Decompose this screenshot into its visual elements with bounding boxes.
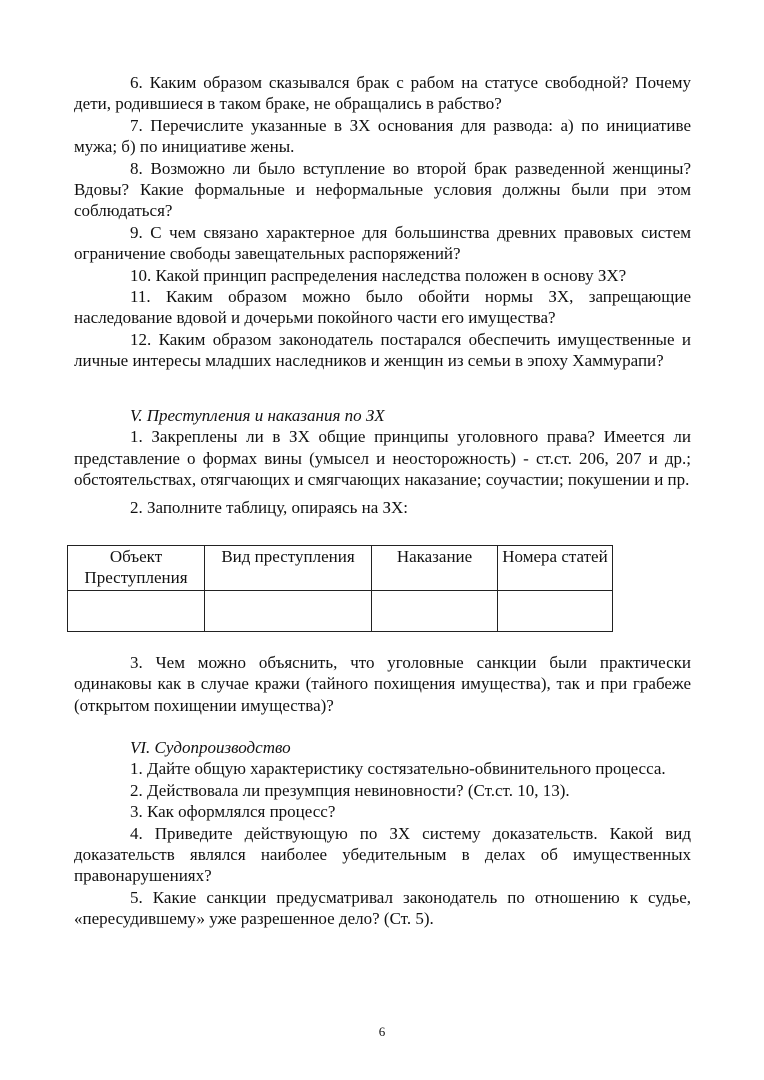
question-12: 12. Каким образом законодатель постарался обеспечить имущественные и личные интересы младших наследников и женщин из семьи в эпоху Хаммурапи?: [74, 329, 691, 371]
procedure-question-3: 3. Как оформлялся процесс?: [130, 802, 336, 822]
section-heading-procedure: VI. Судопроизводство: [130, 738, 291, 757]
crimes-question-3: 3. Чем можно объяснить, что уголовные санкции были практически одинаковы как в случае кражи (тайного похищения имущества), так и при грабеже (открытом похищении имущества)?: [74, 653, 691, 715]
section-heading-crimes: V. Преступления и наказания по ЗХ: [130, 406, 385, 425]
empty-cell: [498, 591, 613, 632]
crimes-question-2: 2. Заполните таблицу, опираясь на ЗХ:: [130, 497, 409, 517]
crimes-question-1: 1. Закреплены ли в ЗХ общие принципы уголовного права? Имеется ли представление о формах вины (умысел и неосторожность) - ст.ст. 206, 207 и др.; обстоятельствах, отягчающих и смягчающих наказание; соучастии; покушении и пр.: [74, 427, 691, 490]
procedure-section: [74, 737, 691, 930]
procedure-question-2: 2. Действовала ли презумпция невиновности? (Ст.ст. 10, 13).: [130, 780, 570, 800]
header-punishment: Наказание: [372, 546, 498, 591]
marriage-inheritance-questions: [74, 72, 691, 372]
page-number: 6: [378, 1024, 386, 1039]
header-articles: Номера статей: [498, 546, 613, 591]
empty-cell: [68, 591, 205, 632]
crimes-after-table: [74, 652, 691, 716]
header-type: Вид преступления: [205, 546, 372, 591]
crime-table-header-row: [68, 546, 613, 591]
question-9: 9. С чем связано характерное для большинства древних правовых систем ограничение свободы завещательных распоряжений?: [74, 222, 691, 264]
crimes-section: [74, 405, 691, 518]
empty-cell: [205, 591, 372, 632]
question-6: 6. Каким образом сказывался брак с рабом на статусе свободной? Почему дети, родившиеся в таком браке, не обращались в рабство?: [74, 73, 691, 114]
crime-table: [67, 545, 613, 632]
question-8: 8. Возможно ли было вступление во второй брак разведенной женщины? Вдовы? Какие формальные и неформальные условия должны были при этом соблюдаться?: [74, 158, 691, 221]
crime-table-empty-row: [68, 591, 613, 632]
question-11: 11. Каким образом можно было обойти нормы ЗХ, запрещающие наследование вдовой и дочерьми покойного части его имущества?: [74, 287, 691, 328]
question-10: 10. Какой принцип распределения наследства положен в основу ЗХ?: [130, 265, 627, 285]
header-object: Объект Преступления: [68, 546, 205, 591]
question-7: 7. Перечислите указанные в ЗХ основания для развода: а) по инициативе мужа; б) по инициативе жены.: [74, 115, 691, 157]
procedure-question-1: 1. Дайте общую характеристику состязательно-обвинительного процесса.: [130, 759, 666, 779]
procedure-question-4: 4. Приведите действующую по ЗХ систему доказательств. Какой вид доказательств являлся наиболее убедительным в делах об имущественных правонарушениях?: [74, 823, 691, 886]
procedure-question-5: 5. Какие санкции предусматривал законодатель по отношению к судье, «пересудившему» уже разрешенное дело? (Ст. 5).: [74, 887, 691, 929]
empty-cell: [372, 591, 498, 632]
